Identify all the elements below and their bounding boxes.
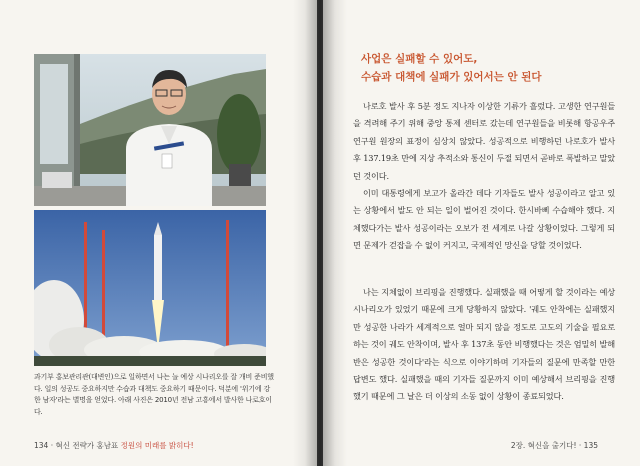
photo-person-portrait: [34, 54, 266, 206]
photo-rocket-launch: [34, 210, 266, 366]
series-label: 정원의 미래를 밝히다!: [120, 441, 194, 450]
rocket-launch-illustration: [34, 210, 266, 366]
heading-line-2: 수습과 대책에 실패가 있어서는 안 된다: [361, 71, 542, 83]
right-page-number: 135: [583, 441, 598, 450]
left-page-shade: [293, 0, 317, 466]
left-footer: [34, 440, 194, 451]
chapter-label: 2장. 혁신을 출기다!: [510, 441, 577, 450]
paragraph-1: 나로호 발사 후 5분 정도 지나자 이상한 기류가 흘렀다. 고생한 연구원들을 격려해 주기 위해 중앙 통제 센터로 갔는데 연구원들을 비롯해 항공우주연구원 원장의 표정이 심상치 않았다. 성공적으로 비행하던 나로호가 발사 후 137.19초 만에 지상 추적소와 통신이 두절 되면서 곧바로 폭발하고 말았던 것이다.: [353, 101, 615, 181]
paragraph-2: 이미 대통령에게 보고가 올라간 데다 기자들도 발사 성공이라고 알고 있는 상황에서 발도 안 되는 일이 벌어진 것이다. 한시바삐 수습해야 했다. 지체했다가는 발사 성공이라는 오보가 전 세계로 나갈 상황이었다. 그렇게 되면 문제가 걷잡을 수 없이 커지고, 국제적인 망신을 당할 것이었다.: [353, 188, 615, 251]
body-block-1: [353, 98, 615, 255]
paragraph-3: 나는 지체없이 브리핑을 진행했다. 실패했을 때 어떻게 할 것이라는 예상 시나리오가 있었기 때문에 크게 당황하지 않았다. '궤도 안착에는 실패했지만 성공한 나라가 세계적으로 얼마 되지 않을 정도로 고도의 기술을 필요로 하는 것이 궤도 안착이며, 발사 후 137초 동안 비행했다는 것은 엄밀히 발해 반은 성공한 것이다'라는 식으로 이야기하며 기자들의 질문에 만족할 만한 답변도 했다. 실패했을 때의 기자들 질문까지 이미 예상해서 브리핑을 진행했기 때문에 그 날은 더 이상의 소동 없이 상황이 종료되었다.: [353, 287, 615, 402]
right-footer: [511, 440, 598, 451]
portrait-illustration: [34, 54, 266, 206]
left-page: [0, 0, 317, 466]
section-heading: [361, 50, 621, 86]
photo-caption: 과기부 홍보관리관(대변인)으로 일하면서 나는 늘 예상 시나리오를 잘 개비 준비했다. 일의 성공도 중요하지만 수습과 대책도 중요하기 때문이다. 덕분에 '위기에 강한 남자'라는 별명을 얻었다. 아래 사진은 2010년 전남 고흥에서 발사한 나로호이다.: [34, 373, 274, 416]
book-title: 혁신 전략가 홍남표: [55, 441, 119, 450]
right-page-shade: [323, 0, 347, 466]
footer-separator: ·: [50, 441, 56, 450]
footer-separator-right: ·: [578, 441, 584, 450]
left-page-number: 134: [34, 441, 49, 450]
right-page: [323, 0, 640, 466]
body-block-2: [353, 284, 615, 406]
heading-line-1: 사업은 실패할 수 있어도,: [361, 53, 478, 65]
